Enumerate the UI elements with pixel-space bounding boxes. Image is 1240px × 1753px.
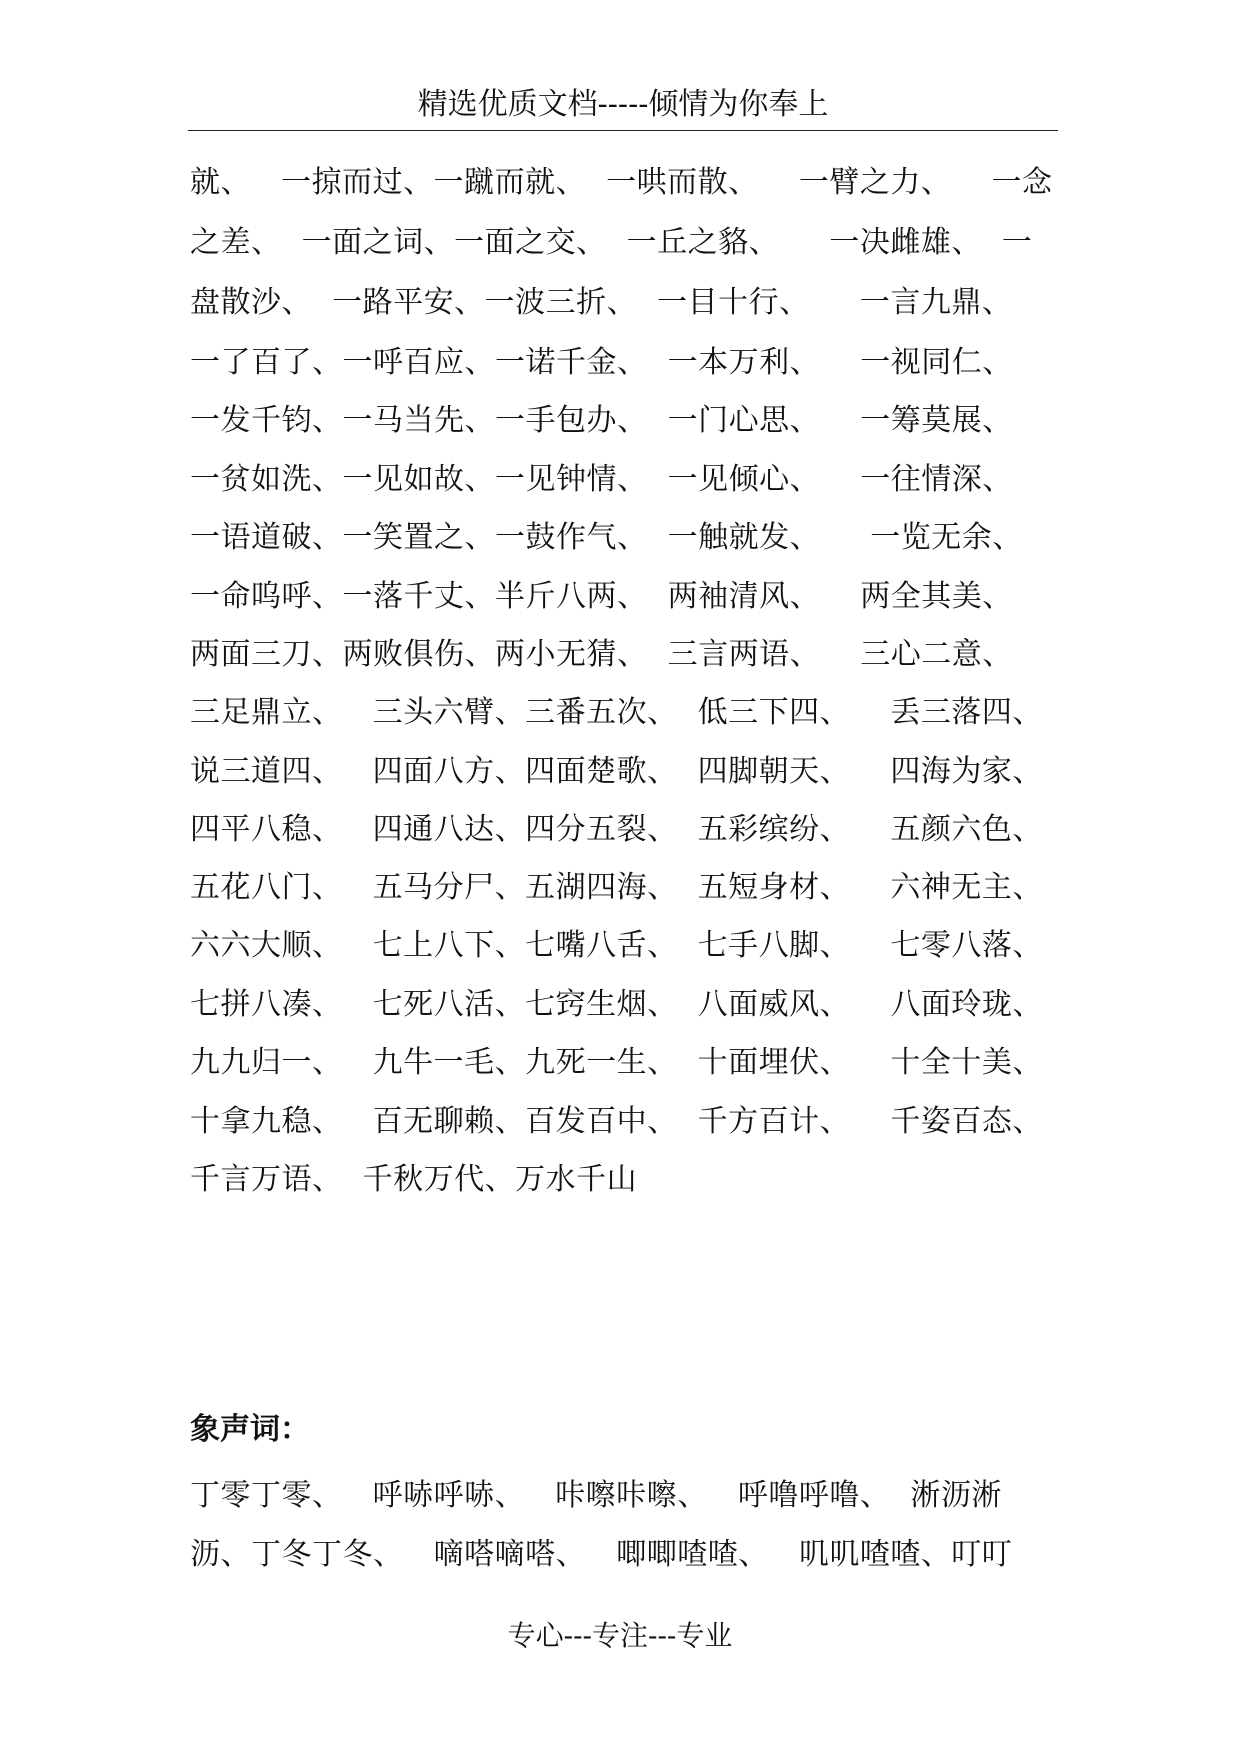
idiom-line: 十拿九稳、 百无聊赖、百发百中、 千方百计、 千姿百态、 bbox=[190, 1104, 1043, 1139]
idiom-line: 就、 一掠而过、一蹴而就、 一哄而散、 一臂之力、 一念 bbox=[190, 165, 1053, 200]
page-footer: 专心---专注---专业 bbox=[507, 1619, 733, 1652]
idiom-line: 七拼八凑、 七死八活、七窍生烟、 八面威风、 八面玲珑、 bbox=[190, 987, 1043, 1022]
idiom-line: 说三道四、 四面八方、四面楚歌、 四脚朝天、 四海为家、 bbox=[190, 754, 1043, 789]
idiom-line: 五花八门、 五马分尸、五湖四海、 五短身材、 六神无主、 bbox=[190, 870, 1043, 905]
section-heading-onomatopoeia: 象声词： bbox=[190, 1412, 310, 1447]
idiom-line: 六六大顺、 七上八下、七嘴八舌、 七手八脚、 七零八落、 bbox=[190, 928, 1043, 963]
idiom-line: 九九归一、 九牛一毛、九死一生、 十面埋伏、 十全十美、 bbox=[190, 1045, 1043, 1080]
header-divider bbox=[188, 130, 1058, 131]
idiom-line: 一语道破、一笑置之、一鼓作气、 一触就发、 一览无余、 bbox=[190, 520, 1023, 555]
idiom-line: 之差、 一面之词、一面之交、 一丘之貉、 一决雌雄、 一 bbox=[190, 225, 1033, 260]
idiom-line: 一贫如洗、一见如故、一见钟情、 一见倾心、 一往情深、 bbox=[190, 462, 1013, 497]
onomatopoeia-line: 丁零丁零、 呼哧呼哧、 咔嚓咔嚓、 呼噜呼噜、 淅沥淅 bbox=[190, 1478, 1002, 1513]
idiom-line: 一命呜呼、一落千丈、半斤八两、 两袖清风、 两全其美、 bbox=[190, 579, 1013, 614]
idiom-line: 千言万语、 千秋万代、万水千山 bbox=[190, 1162, 638, 1197]
idiom-line: 三足鼎立、 三头六臂、三番五次、 低三下四、 丢三落四、 bbox=[190, 695, 1043, 730]
idiom-line: 盘散沙、 一路平安、一波三折、 一目十行、 一言九鼎、 bbox=[190, 285, 1013, 320]
page-header: 精选优质文档-----倾情为你奉上 bbox=[417, 87, 829, 122]
idiom-line: 四平八稳、 四通八达、四分五裂、 五彩缤纷、 五颜六色、 bbox=[190, 812, 1043, 847]
idiom-line: 一了百了、一呼百应、一诺千金、 一本万利、 一视同仁、 bbox=[190, 345, 1013, 380]
idiom-line: 一发千钧、一马当先、一手包办、 一门心思、 一筹莫展、 bbox=[190, 403, 1013, 438]
onomatopoeia-line: 沥、丁冬丁冬、 嘀嗒嘀嗒、 唧唧喳喳、 叽叽喳喳、叮叮 bbox=[190, 1537, 1013, 1572]
idiom-line: 两面三刀、两败俱伤、两小无猜、 三言两语、 三心二意、 bbox=[190, 637, 1013, 672]
